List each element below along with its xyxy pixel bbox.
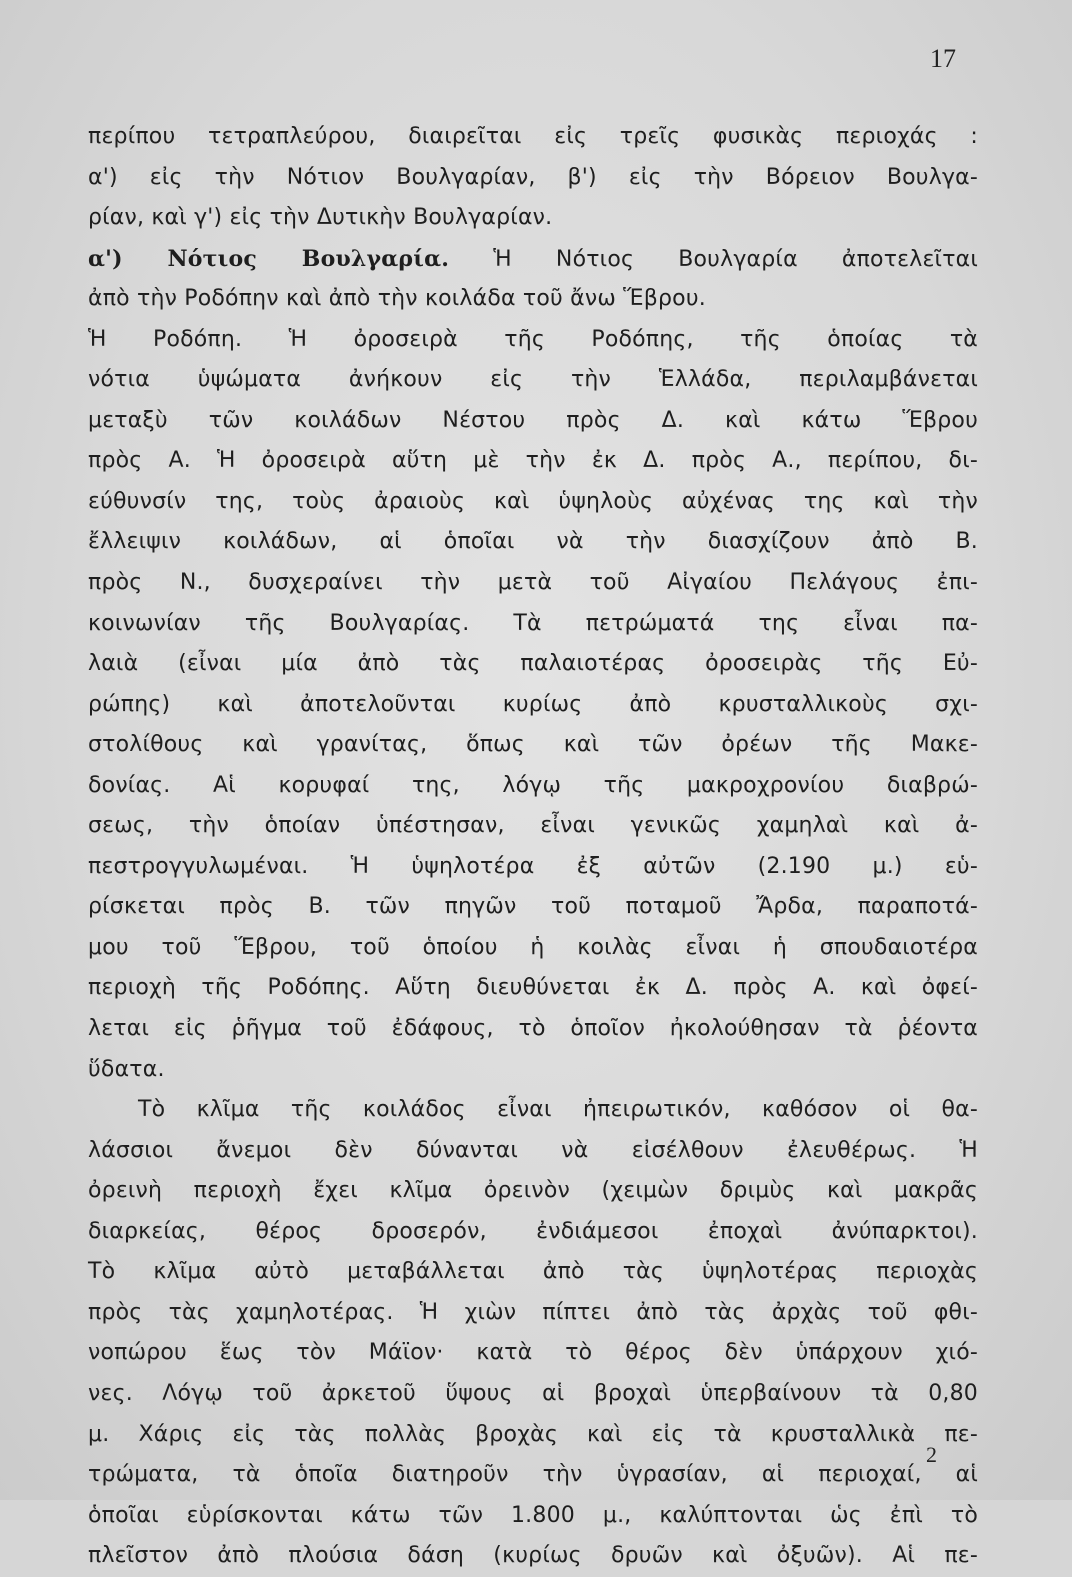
text-line: λεται εἰς ῥῆγμα τοῦ ἐδάφους, τὸ ὁποῖον ἠκολούθησαν τὰ ῥέοντα — [88, 1016, 978, 1042]
text-line: περίπου τετραπλεύρου, διαιρεῖται εἰς τρεῖς φυσικὰς περιοχάς : — [88, 124, 978, 149]
text-line: Ἡ Ροδόπη. Ἡ ὀροσειρὰ τῆς Ροδόπης, τῆς ὁποίας τὰ — [88, 326, 978, 352]
text-line: πεστρογγυλωμέναι. Ἡ ὑψηλοτέρα ἐξ αὐτῶν (2.190 μ.) εὑ- — [88, 853, 978, 879]
text-line: ρίσκεται πρὸς Β. τῶν πηγῶν τοῦ ποταμοῦ Ἄρδα, παραποτά- — [88, 894, 978, 920]
text-line: εύθυνσίν της, τοὺς ἀραιοὺς καὶ ὑψηλοὺς αὐχένας της καὶ τὴν — [88, 488, 978, 514]
text-line: στολίθους καὶ γρανίτας, ὅπως καὶ τῶν ὀρέων τῆς Μακε- — [88, 732, 978, 758]
text-line: δονίας. Αἱ κορυφαί της, λόγῳ τῆς μακροχρονίου διαβρώ- — [88, 772, 978, 798]
text-line: Τὸ κλῖμα αὐτὸ μεταβάλλεται ἀπὸ τὰς ὑψηλοτέρας περιοχὰς — [88, 1259, 978, 1285]
text-line: ἔλλειψιν κοιλάδων, αἱ ὁποῖαι νὰ τὴν διασχίζουν ἀπὸ Β. — [88, 529, 978, 555]
text-line: ρώπης) καὶ ἀποτελοῦνται κυρίως ἀπὸ κρυσταλλικοὺς σχι- — [88, 691, 978, 717]
text-line: λαιὰ (εἶναι μία ἀπὸ τὰς παλαιοτέρας ὀροσειρὰς τῆς Εὐ- — [88, 651, 978, 677]
text-line: πρὸς Α. Ἡ ὀροσειρὰ αὕτη μὲ τὴν ἐκ Δ. πρὸς Α., περίπου, δι- — [88, 448, 978, 474]
text-line: σεως, τὴν ὁποίαν ὑπέστησαν, εἶναι γενικῶς χαμηλαὶ καὶ ἀ- — [88, 813, 978, 839]
text-line: ὕδατα. — [88, 1056, 165, 1082]
text-line: πρὸς τὰς χαμηλοτέρας. Ἡ χιὼν πίπτει ἀπὸ τὰς ἀρχὰς τοῦ φθι- — [88, 1299, 978, 1325]
text-line: ἀπὸ τὴν Ροδόπην καὶ ἀπὸ τὴν κοιλάδα τοῦ ἄνω Ἕβρου. — [88, 286, 706, 312]
text-line: νοπώρου ἕως τὸν Μάϊον· κατὰ τὸ θέρος δὲν ὑπάρχουν χιό- — [88, 1340, 978, 1366]
text-line: μεταξὺ τῶν κοιλάδων Νέστου πρὸς Δ. καὶ κάτω Ἕβρου — [88, 407, 978, 433]
section-heading: α') Νότιος Βουλγαρία. — [88, 245, 450, 272]
text-line: διαρκείας, θέρος δροσερόν, ἐνδιάμεσοι ἐποχαὶ ἀνύπαρκτοι). — [88, 1218, 978, 1244]
text-line: Ἡ Νότιος Βουλγαρία ἀποτελεῖται — [493, 246, 978, 272]
text-line: μου τοῦ Ἕβρου, τοῦ ὁποίου ἡ κοιλὰς εἶναι ἡ σπουδαιοτέρα — [88, 934, 978, 960]
text-line: κοινωνίαν τῆς Βουλγαρίας. Τὰ πετρώματά της εἶναι πα- — [88, 610, 978, 636]
text-line: τρώματα, τὰ ὁποῖα διατηροῦν τὴν ὑγρασίαν, αἱ περιοχαί, αἱ — [88, 1462, 978, 1488]
text-line: νότια ὑψώματα ἀνήκουν εἰς τὴν Ἑλλάδα, περιλαμβάνεται — [88, 367, 978, 393]
section-heading-line — [88, 239, 978, 280]
text-line: πλεῖστον ἀπὸ πλούσια δάση (κυρίως δρυῶν καὶ ὀξυῶν). Αἱ πε- — [88, 1543, 978, 1569]
body-text — [88, 117, 978, 1577]
text-line: α') εἰς τὴν Νότιον Βουλγαρίαν, β') εἰς τὴν Βόρειον Βουλγα- — [88, 164, 978, 190]
text-line: περιοχὴ τῆς Ροδόπης. Αὕτη διευθύνεται ἐκ Δ. πρὸς Α. καὶ ὀφεί- — [88, 975, 978, 1001]
text-line: ὀρεινὴ περιοχὴ ἔχει κλῖμα ὀρεινὸν (χειμὼν δριμὺς καὶ μακρᾶς — [88, 1178, 978, 1204]
text-line: Τὸ κλῖμα τῆς κοιλάδος εἶναι ἠπειρωτικόν, καθόσον οἱ θα- — [138, 1097, 978, 1123]
text-line: νες. Λόγῳ τοῦ ἀρκετοῦ ὕψους αἱ βροχαὶ ὑπερβαίνουν τὰ 0,80 — [88, 1380, 978, 1406]
signature-mark: 2 — [926, 1442, 937, 1467]
text-line: πρὸς Ν., δυσχεραίνει τὴν μετὰ τοῦ Αἰγαίου Πελάγους ἐπι- — [88, 570, 978, 596]
text-line: ρίαν, καὶ γ') εἰς τὴν Δυτικὴν Βουλγαρίαν. — [88, 205, 553, 231]
text-line: λάσσιοι ἄνεμοι δὲν δύνανται νὰ εἰσέλθουν ἐλευθέρως. Ἡ — [88, 1137, 978, 1163]
text-line: μ. Χάρις εἰς τὰς πολλὰς βροχὰς καὶ εἰς τὰ κρυσταλλικὰ πε- — [88, 1421, 978, 1447]
page-number: 17 — [930, 44, 956, 73]
text-line: ὁποῖαι εὑρίσκονται κάτω τῶν 1.800 μ., καλύπτονται ὡς ἐπὶ τὸ — [88, 1502, 978, 1528]
